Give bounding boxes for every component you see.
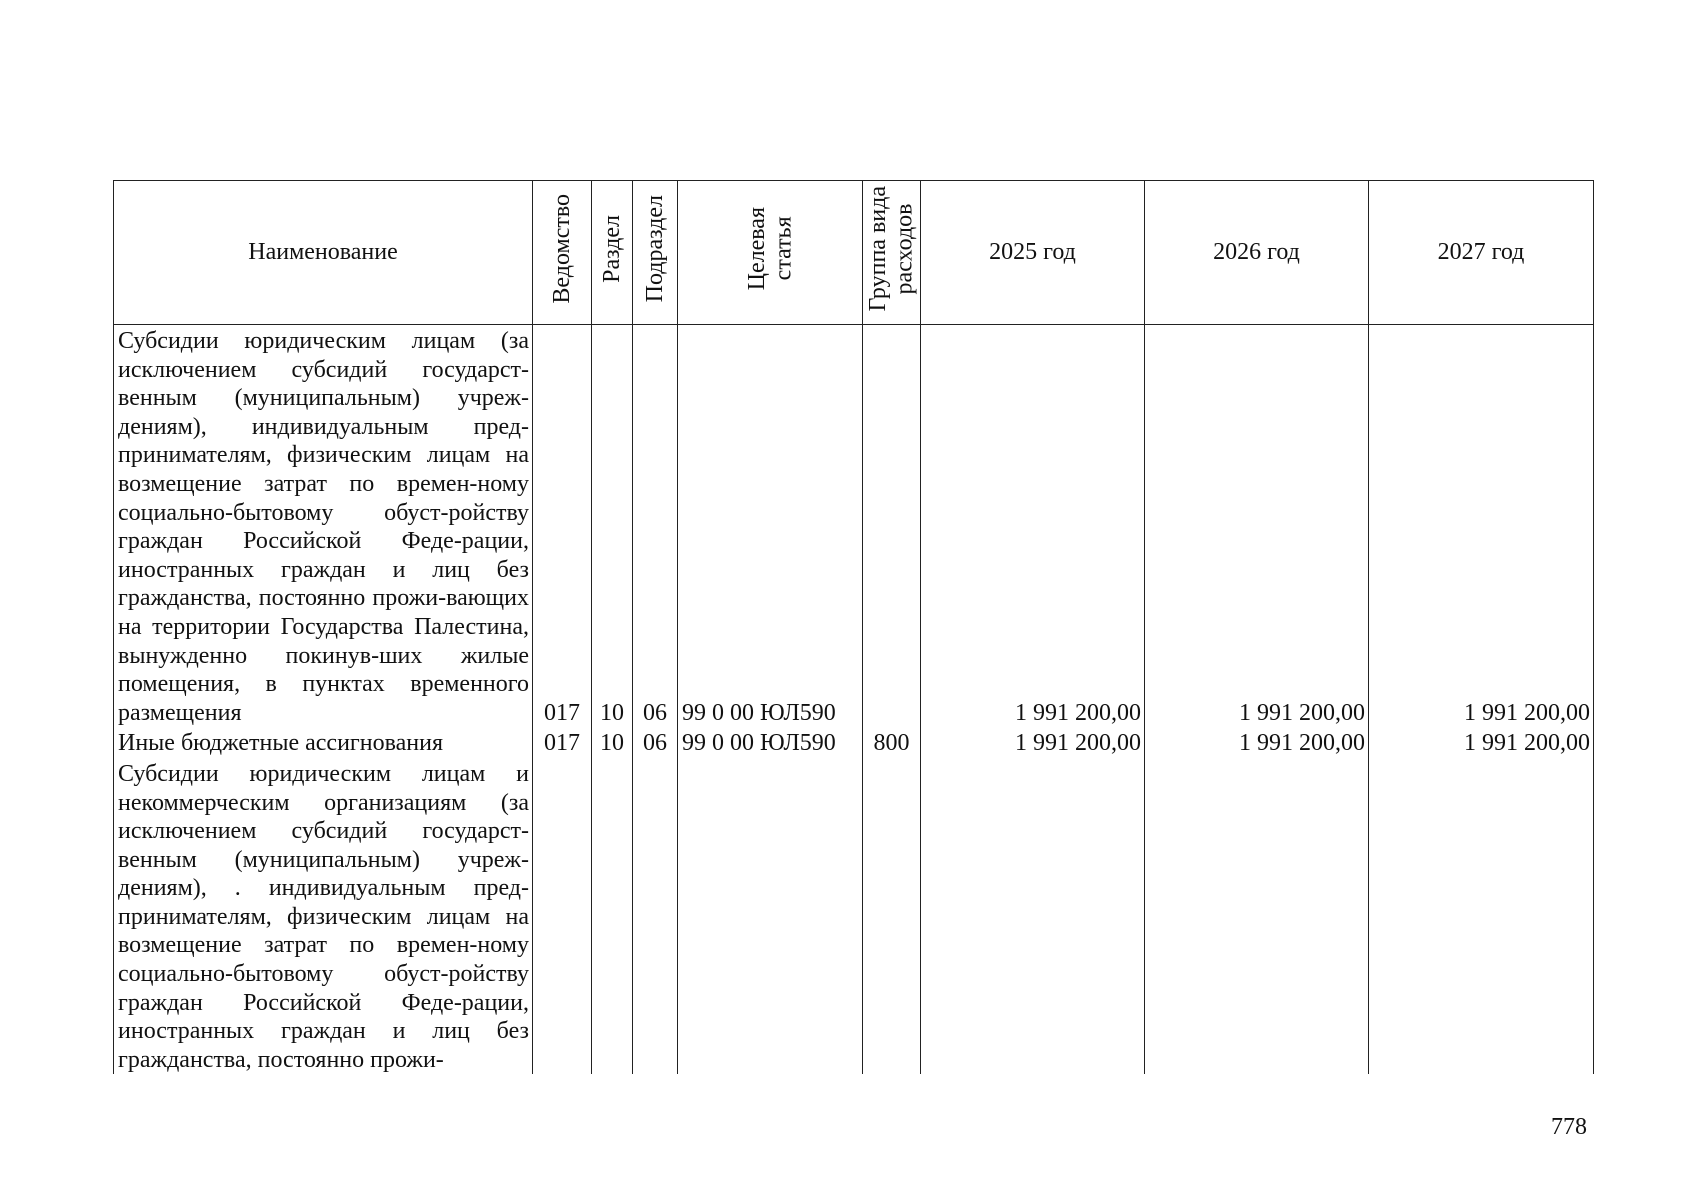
header-razdel: Раздел xyxy=(592,181,633,325)
row-name: Субсидии юридическим лицам и некоммерческим организациям (за исключением субсидий государст-венным (муниципальным) учреж-дениям), . индивидуальным пред-принимателям, физическим лицам на возмещение затрат по времен-ному социально-бытовому обуст-ройству граждан Российской Феде-рации, иностранных граждан и лиц без гражданства, постоянно прожи- xyxy=(114,758,533,1075)
row-group: 800 xyxy=(863,727,921,758)
row-name: Субсидии юридическим лицам (за исключением субсидий государст-венным (муниципальным) учреж-дениям), индивидуальным пред-принимателям, физическим лицам на возмещение затрат по времен-ному социально-бытовому обуст-ройству граждан Российской Феде-рации, иностранных граждан и лиц без гражданства, постоянно прожи-вающих на территории Государства Палестина, вынужденно покинув-ших жилые помещения, в пунктах временного размещения xyxy=(114,325,533,728)
row-target xyxy=(678,758,863,1075)
table-row xyxy=(114,727,1594,758)
row-2026: 1 991 200,00 xyxy=(1145,727,1369,758)
row-2025: 1 991 200,00 xyxy=(921,325,1145,728)
header-2026: 2026 год xyxy=(1145,181,1369,325)
header-target-article: Целевая статья xyxy=(678,181,863,325)
header-vedomstvo: Ведомство xyxy=(533,181,592,325)
row-razdel xyxy=(592,758,633,1075)
row-podrazdel: 06 xyxy=(633,325,678,728)
header-2027: 2027 год xyxy=(1369,181,1594,325)
row-target: 99 0 00 ЮЛ590 xyxy=(678,727,863,758)
row-vedomstvo: 017 xyxy=(533,325,592,728)
table-row xyxy=(114,325,1594,728)
header-2025: 2025 год xyxy=(921,181,1145,325)
header-row xyxy=(114,181,1594,325)
row-podrazdel xyxy=(633,758,678,1075)
header-expense-group: Группа вида расходов xyxy=(863,181,921,325)
row-2025: 1 991 200,00 xyxy=(921,727,1145,758)
row-2026 xyxy=(1145,758,1369,1075)
row-2027 xyxy=(1369,758,1594,1075)
row-group xyxy=(863,325,921,728)
row-name: Иные бюджетные ассигнования xyxy=(114,727,533,758)
row-group xyxy=(863,758,921,1075)
row-razdel: 10 xyxy=(592,325,633,728)
row-2025 xyxy=(921,758,1145,1075)
row-podrazdel: 06 xyxy=(633,727,678,758)
table-row xyxy=(114,758,1594,1075)
row-vedomstvo: 017 xyxy=(533,727,592,758)
page-number: 778 xyxy=(1551,1114,1587,1140)
row-2026: 1 991 200,00 xyxy=(1145,325,1369,728)
row-vedomstvo xyxy=(533,758,592,1075)
budget-table xyxy=(113,180,1594,1074)
header-podrazdel: Подраздел xyxy=(633,181,678,325)
row-2027: 1 991 200,00 xyxy=(1369,727,1594,758)
header-name: Наименование xyxy=(114,181,533,325)
row-target: 99 0 00 ЮЛ590 xyxy=(678,325,863,728)
row-razdel: 10 xyxy=(592,727,633,758)
row-2027: 1 991 200,00 xyxy=(1369,325,1594,728)
